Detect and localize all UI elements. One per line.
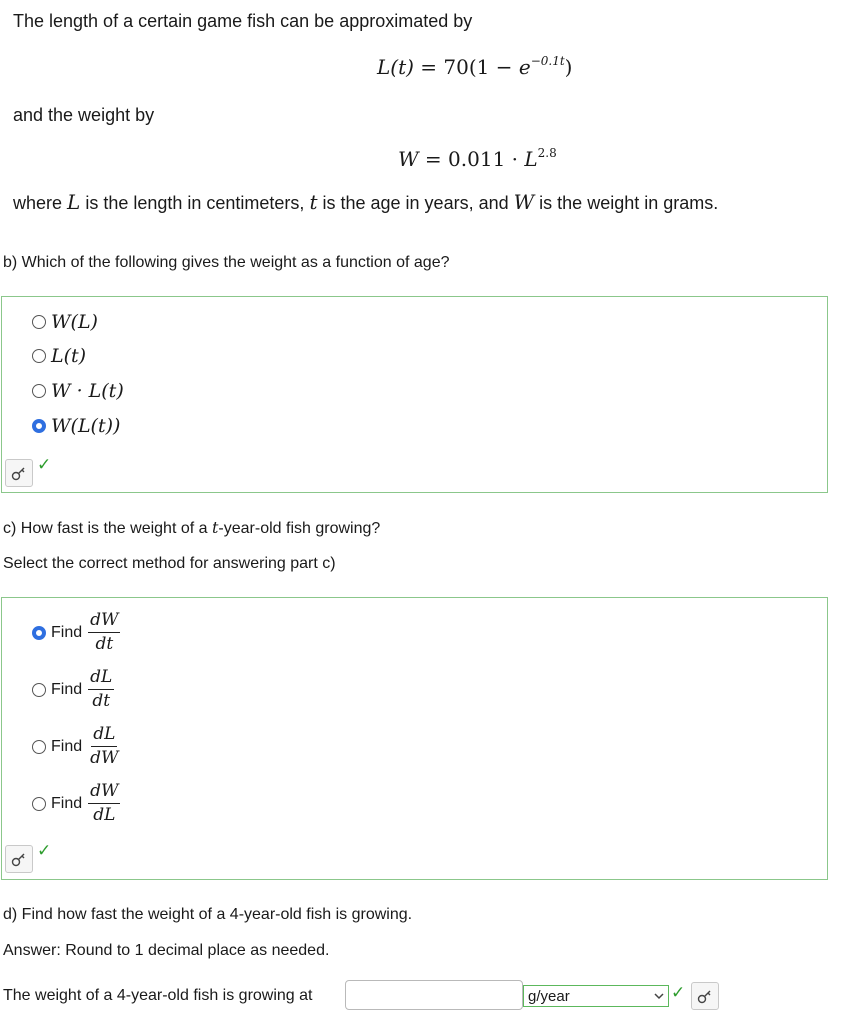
check-icon: ✓: [37, 455, 52, 475]
key-icon[interactable]: [5, 459, 33, 487]
part-c-option-2[interactable]: Find $\frac{dL}{dt}$: [32, 668, 114, 711]
radio-button[interactable]: [32, 740, 46, 754]
fraction: $\frac{dW}{dt}$: [90, 610, 119, 654]
part-c-option-3[interactable]: Find $\frac{dL}{dW}$: [32, 725, 120, 768]
part-d-instruction: Answer: Round to 1 decimal place as needed.: [3, 942, 330, 959]
radio-button[interactable]: [32, 683, 46, 697]
radio-button-selected[interactable]: [32, 419, 46, 433]
length-formula: $L(t) = 70(1 - e^{-0.1t})$: [377, 54, 573, 79]
radio-button-selected[interactable]: [32, 626, 46, 640]
radio-button[interactable]: [32, 349, 46, 363]
unit-select[interactable]: g/year: [523, 985, 669, 1007]
part-d-question: d) Find how fast the weight of a 4-year-old fish is growing.: [3, 906, 413, 923]
radio-button[interactable]: [32, 384, 46, 398]
part-b-option-4[interactable]: W(L(t)): [32, 415, 120, 437]
chevron-down-icon: [654, 993, 664, 1000]
part-b-option-2[interactable]: L(t): [32, 345, 86, 367]
intro-where-text: where L is the length in centimeters, t is the age in years, and W is the weight in grams.: [13, 190, 719, 214]
check-icon: ✓: [671, 983, 686, 1003]
radio-button[interactable]: [32, 315, 46, 329]
fraction: $\frac{dL}{dt}$: [90, 667, 113, 711]
part-c-answer-box: [1, 597, 828, 880]
key-icon[interactable]: [5, 845, 33, 873]
check-icon: ✓: [37, 841, 52, 861]
part-b-option-3[interactable]: W · L(t): [32, 380, 124, 402]
answer-prefix: The weight of a 4-year-old fish is growing at: [3, 987, 313, 1004]
part-c-option-4[interactable]: Find $\frac{dW}{dL}$: [32, 782, 120, 825]
key-icon[interactable]: [691, 982, 719, 1010]
part-c-option-1[interactable]: Find $\frac{dW}{dt}$: [32, 611, 120, 654]
part-b-answer-box: [1, 296, 828, 493]
intro-weight-text: and the weight by: [13, 105, 155, 125]
fraction: $\frac{dL}{dW}$: [90, 724, 119, 768]
answer-input[interactable]: [345, 980, 523, 1010]
part-b-question: b) Which of the following gives the weight as a function of age?: [3, 254, 450, 271]
intro-length-text: The length of a certain game fish can be approximated by: [13, 11, 473, 31]
part-c-question: c) How fast is the weight of a t-year-old fish growing?: [3, 518, 381, 537]
weight-formula: $W = 0.011 \cdot L^{2.8}$: [398, 146, 557, 171]
fraction: $\frac{dW}{dL}$: [90, 781, 119, 825]
radio-button[interactable]: [32, 797, 46, 811]
part-b-option-1[interactable]: W(L): [32, 311, 98, 333]
part-c-instruction: Select the correct method for answering part c): [3, 555, 336, 572]
